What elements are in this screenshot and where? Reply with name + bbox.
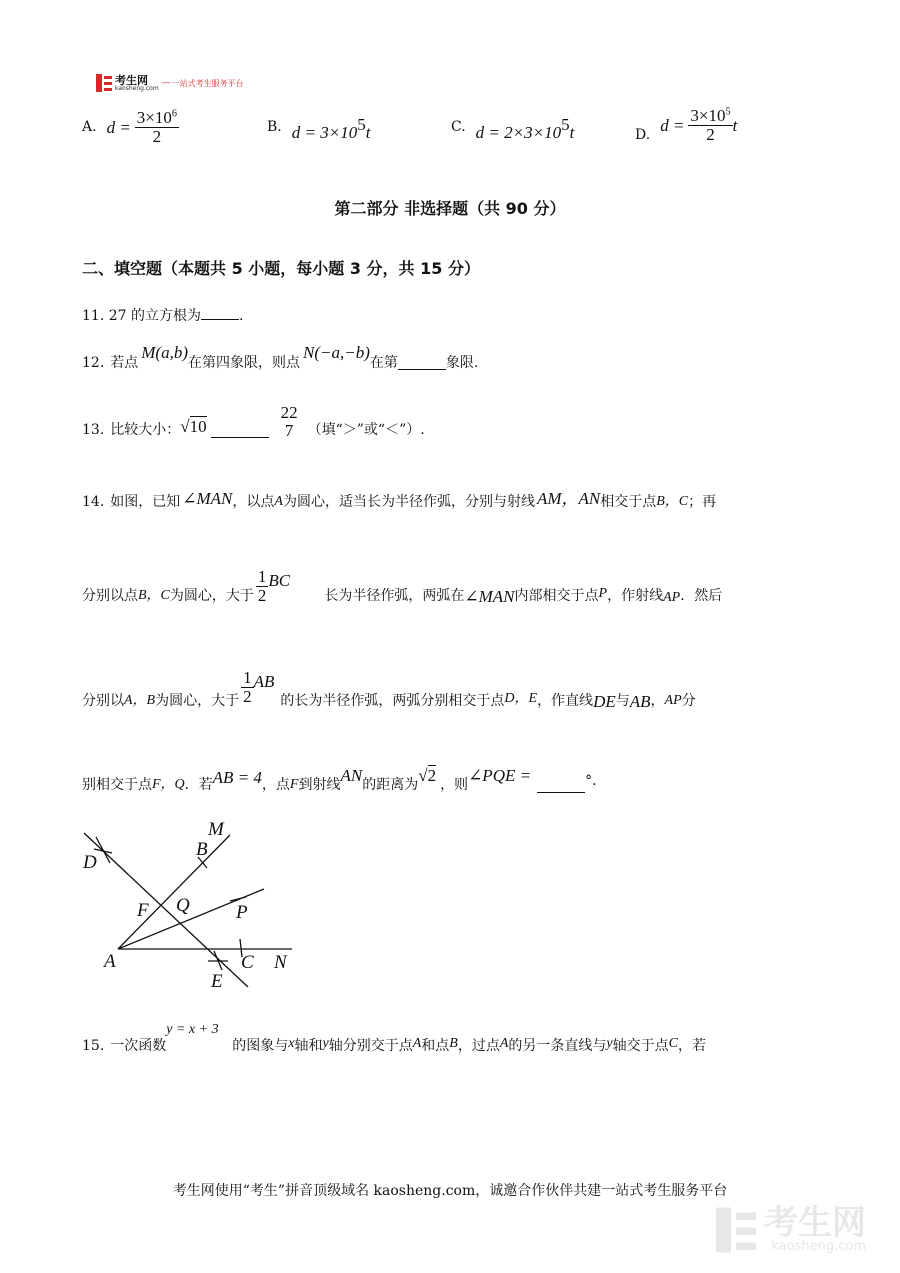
question-text: 轴和 bbox=[294, 1038, 323, 1054]
question-text: 的距离为 bbox=[362, 777, 419, 793]
point-label: A bbox=[499, 1036, 509, 1051]
question-text: ，以点 bbox=[232, 493, 275, 510]
sqrt-value: 10 bbox=[189, 416, 207, 436]
question-text: 为圆心，适当长为半径作弧，分别与射线 bbox=[282, 493, 535, 510]
frac-den: 2 bbox=[152, 126, 162, 146]
point-m: M(a,b) bbox=[141, 343, 188, 362]
watermark-en: kaosheng.com bbox=[771, 1239, 866, 1254]
question-text: 在第 bbox=[369, 354, 398, 371]
option-tail: t bbox=[365, 123, 371, 142]
label-f: F bbox=[137, 900, 149, 921]
question-12 bbox=[82, 343, 479, 371]
option-tail: t bbox=[732, 115, 738, 135]
segment-ab: AB bbox=[629, 691, 651, 711]
option-label: D. bbox=[635, 127, 651, 143]
question-text: 的图象与 bbox=[232, 1038, 289, 1054]
angle-man: ∠MAN bbox=[182, 489, 233, 508]
axis-y: y bbox=[606, 1036, 613, 1051]
question-text: ，过点 bbox=[457, 1038, 500, 1054]
question-text: 与 bbox=[615, 693, 630, 709]
question-text: （填“＞”或“＜”）. bbox=[307, 422, 425, 438]
sqrt-10: √10 bbox=[180, 416, 207, 436]
logo-cn: 考生网 bbox=[115, 73, 148, 87]
question-text: 长为半径作弧，两弧在 bbox=[324, 588, 465, 604]
question-text: ， bbox=[650, 693, 665, 709]
question-number: 11. bbox=[82, 308, 105, 324]
question-text: 如图，已知 bbox=[110, 493, 181, 510]
question-13 bbox=[82, 392, 425, 452]
arc-mark-p bbox=[230, 897, 246, 901]
watermark-cn: 考生网 bbox=[764, 1203, 866, 1243]
axis-y: y bbox=[322, 1036, 329, 1051]
label-d: D bbox=[83, 852, 97, 873]
question-text: . bbox=[238, 308, 244, 324]
option-label: C. bbox=[451, 118, 466, 135]
ray-ap: AP bbox=[663, 590, 681, 605]
exponent: 5 bbox=[357, 115, 366, 134]
question-text: 轴分别交于点 bbox=[328, 1038, 413, 1054]
question-text: 相交于点 bbox=[600, 493, 657, 510]
point-label: P bbox=[598, 586, 608, 601]
frac-den: 7 bbox=[284, 421, 294, 440]
angle-pqe: ∠PQE = bbox=[468, 765, 532, 785]
logo-en: kaosheng.com bbox=[115, 84, 159, 92]
question-text: ，作直线 bbox=[537, 693, 594, 709]
option-tail: t bbox=[569, 123, 575, 142]
label-c: C bbox=[241, 952, 254, 973]
question-text: ．然后 bbox=[680, 588, 723, 604]
line-de: DE bbox=[593, 691, 616, 711]
frac-den: 2 bbox=[706, 124, 715, 144]
sqrt-value: 2 bbox=[427, 765, 437, 785]
frac-num: 3×10 bbox=[690, 105, 726, 125]
watermark-logo-icon bbox=[716, 1207, 756, 1253]
question-15 bbox=[82, 1018, 706, 1058]
question-text: 的另一条直线与 bbox=[508, 1038, 607, 1054]
question-text: ，若 bbox=[677, 1038, 706, 1054]
angle-man: ∠MAN bbox=[464, 586, 515, 606]
segment-ab: AB bbox=[253, 671, 275, 691]
frac-num: 1 bbox=[243, 667, 252, 687]
frac-den: 2 bbox=[257, 585, 267, 605]
exponent: 5 bbox=[561, 115, 570, 134]
question-text: 为圆心，大于 bbox=[155, 693, 240, 709]
kaosheng-logo-icon bbox=[96, 74, 112, 92]
page-footer: 考生网使用“考生”拼音顶级域名 kaosheng.com，诚邀合作伙伴共建一站式考生服务平台 bbox=[172, 1183, 728, 1199]
question-text: 轴交于点 bbox=[612, 1038, 669, 1054]
option-d bbox=[635, 100, 737, 150]
question-14-line-2 bbox=[82, 563, 722, 609]
frac-num: 3×10 bbox=[136, 107, 172, 127]
ray-an: AN bbox=[340, 765, 363, 785]
section-title: 二、填空题（本题共 5 小题，每小题 3 分，共 15 分） bbox=[82, 259, 480, 278]
option-label: B. bbox=[267, 118, 282, 135]
question-text: 象限. bbox=[445, 354, 479, 371]
question-number: 15. bbox=[82, 1038, 105, 1054]
label-n: N bbox=[274, 952, 287, 973]
header-logo: 考生网 kaosheng.com — 一站式考生服务平台 bbox=[96, 72, 244, 94]
exponent: 6 bbox=[171, 108, 177, 119]
segment-bc: BC bbox=[268, 570, 291, 590]
equation-ab-4: AB = 4 bbox=[212, 767, 262, 787]
point-label: A bbox=[274, 493, 283, 509]
point-label: A bbox=[412, 1036, 422, 1051]
question-text: 比较大小： bbox=[110, 422, 181, 438]
option-lhs: d = 2×3×10 bbox=[475, 123, 562, 142]
question-text: 若点 bbox=[110, 354, 139, 371]
question-text: ；再 bbox=[688, 493, 717, 510]
rays-am-an: AM，AN bbox=[536, 489, 601, 508]
frac-num: 1 bbox=[257, 566, 267, 586]
label-m: M bbox=[208, 819, 224, 840]
question-text: 和点 bbox=[421, 1038, 450, 1054]
label-p: P bbox=[236, 902, 248, 923]
question-text: ，则 bbox=[440, 777, 469, 793]
question-number: 14. bbox=[82, 493, 105, 510]
label-q: Q bbox=[176, 895, 190, 916]
question-text: 为圆心，大于 bbox=[169, 588, 254, 604]
point-label: F bbox=[289, 777, 299, 792]
frac-num: 22 bbox=[280, 403, 298, 423]
label-b: B bbox=[196, 839, 208, 860]
point-label: B，C bbox=[656, 493, 689, 509]
ray-am bbox=[118, 835, 230, 949]
question-14-line-3 bbox=[82, 664, 696, 710]
point-label: C bbox=[668, 1036, 678, 1051]
watermark bbox=[716, 1203, 866, 1254]
option-lhs: d = bbox=[660, 115, 685, 135]
question-text: 分 bbox=[681, 693, 696, 709]
label-e: E bbox=[211, 971, 223, 992]
ray-ap: AP bbox=[664, 693, 682, 708]
question-text: 的长为半径作弧，两弧分别相交于点 bbox=[280, 693, 505, 709]
question-number: 13. bbox=[82, 422, 105, 438]
point-label: D，E bbox=[504, 691, 538, 706]
linear-function: y = x + 3 bbox=[166, 1022, 219, 1037]
logo-slogan: 一站式考生服务平台 bbox=[171, 78, 244, 88]
sqrt-2: √2 bbox=[418, 765, 437, 785]
point-label: A，B bbox=[124, 693, 156, 708]
option-b bbox=[267, 115, 371, 142]
question-text: ，作射线 bbox=[607, 588, 664, 604]
question-text: 一次函数 bbox=[110, 1038, 167, 1054]
question-number: 12. bbox=[82, 354, 105, 371]
question-11 bbox=[82, 305, 243, 323]
question-14-line-1 bbox=[82, 489, 717, 510]
option-c bbox=[451, 115, 575, 142]
point-n: N(−a,−b) bbox=[303, 343, 370, 362]
question-text: 分别以 bbox=[82, 693, 124, 709]
part-title: 第二部分 非选择题（共 90 分） bbox=[334, 199, 566, 218]
question-text: 分别以点 bbox=[82, 588, 138, 604]
question-text: 到射线 bbox=[298, 777, 341, 793]
geometry-figure bbox=[80, 815, 320, 995]
question-text: ，点 bbox=[261, 777, 290, 793]
point-label: B bbox=[449, 1036, 458, 1051]
question-text: ．若 bbox=[184, 777, 213, 793]
question-text: 内部相交于点 bbox=[514, 588, 599, 604]
option-lhs: d = 3×10 bbox=[291, 123, 358, 142]
axis-x: x bbox=[288, 1036, 295, 1051]
point-label: F，Q bbox=[152, 777, 185, 792]
frac-den: 2 bbox=[243, 686, 252, 706]
question-text: 别相交于点 bbox=[82, 777, 152, 793]
exponent: 5 bbox=[725, 106, 731, 117]
option-label: A. bbox=[82, 119, 97, 135]
question-text: 在第四象限，则点 bbox=[188, 354, 300, 371]
question-text: °． bbox=[585, 773, 607, 789]
option-lhs: d = bbox=[106, 117, 131, 137]
question-text: 27 的立方根为 bbox=[108, 308, 201, 324]
label-a: A bbox=[104, 951, 116, 972]
option-a bbox=[82, 104, 179, 150]
question-14-line-4 bbox=[82, 762, 606, 792]
point-label: B，C bbox=[138, 588, 170, 603]
